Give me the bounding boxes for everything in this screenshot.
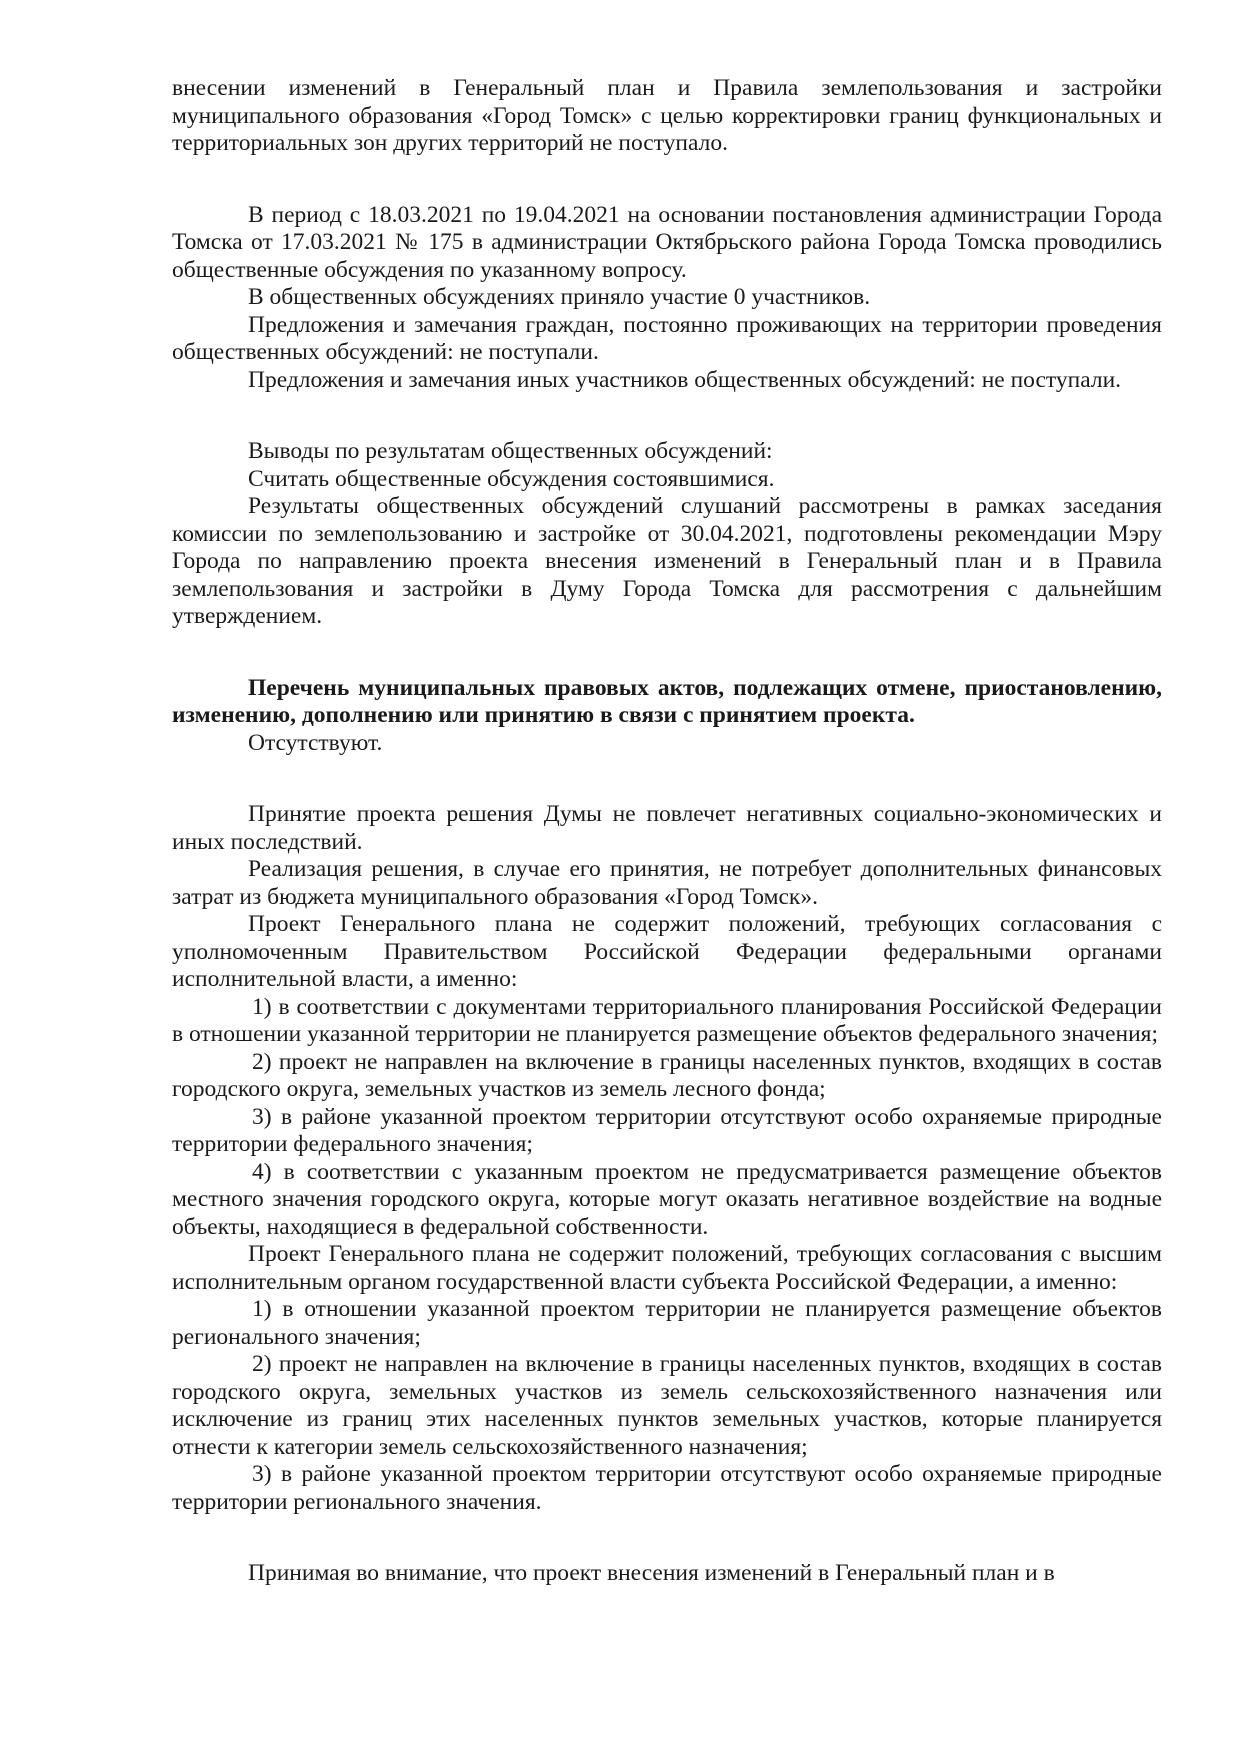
conclusions-heading: Выводы по результатам общественных обсуждений:: [248, 438, 773, 464]
residents-proposals-paragraph: Предложения и замечания граждан, постоянно проживающих на территории проведения общественных обсуждений: не поступали.: [172, 311, 1162, 365]
regional-item: 3) в районе указанной проектом территории отсутствуют особо охраняемые природные территории регионального значения.: [172, 1461, 1162, 1515]
closing-paragraph: Принимая во внимание, что проект внесения изменений в Генеральный план и в: [248, 1560, 1055, 1586]
results-paragraph: Результаты общественных обсуждений слушаний рассмотрены в рамках заседания комиссии по землепользованию и застройке от 30.04.2021, подготовлены рекомендации Мэру Города по направлению проекта внесения изменений в Генеральный план и в Правила землепользования и застройки в Думу Города Томска для рассмотрения с дальнейшим утверждением.: [172, 493, 1162, 629]
regional-intro-paragraph: Проект Генерального плана не содержит положений, требующих согласования с высшим исполнительным органом государственной власти субъекта Российской Федерации, а именно:: [172, 1241, 1162, 1295]
discussion-period-paragraph: В период с 18.03.2021 по 19.04.2021 на основании постановления администрации Города Томска от 17.03.2021 № 175 в администрации Октябрьского района Города Томска проводились общественные обсуждения по указанному вопросу.: [172, 201, 1162, 283]
conclusions-valid-paragraph: Считать общественные обсуждения состоявшимися.: [248, 465, 775, 492]
federal-item: 2) проект не направлен на включение в границы населенных пунктов, входящих в состав городского округа, земельных участков из земель лесного фонда;: [172, 1048, 1162, 1102]
intro-paragraph: внесении изменений в Генеральный план и Правила землепользования и застройки муниципального образования «Город Томск» с целью корректировки границ функциональных и территориальных зон других территорий не поступало.: [172, 75, 1162, 156]
no-costs-paragraph: Реализация решения, в случае его принятия, не потребует дополнительных финансовых затрат из бюджета муниципального образования «Город Томск».: [172, 856, 1162, 910]
regional-item: 2) проект не направлен на включение в границы населенных пунктов, входящих в состав городского округа, земельных участков из земель сельскохозяйственного назначения или исключение из границ этих населенных пунктов земельных участков, которые планируется отнести к категории земель сельскохозяйственного назначения;: [172, 1351, 1162, 1460]
federal-intro-paragraph: Проект Генерального плана не содержит положений, требующих согласования с уполномоченным Правительством Российской Федерации федеральными органами исполнительной власти, а именно:: [172, 911, 1162, 992]
document-body: [172, 75, 1162, 1588]
acts-heading: Перечень муниципальных правовых актов, подлежащих отмене, приостановлению, изменению, дополнению или принятию в связи с принятием проекта.: [172, 674, 1162, 728]
no-consequences-paragraph: Принятие проекта решения Думы не повлечет негативных социально-экономических и иных последствий.: [172, 801, 1162, 855]
regional-item: 1) в отношении указанной проектом территории не планируется размещение объектов регионального значения;: [172, 1296, 1162, 1350]
acts-absent-paragraph: Отсутствуют.: [248, 729, 383, 756]
other-proposals-paragraph: Предложения и замечания иных участников общественных обсуждений: не поступали.: [248, 366, 1122, 393]
federal-item: 4) в соответствии с указанным проектом не предусматривается размещение объектов местного значения городского округа, которые могут оказать негативное воздействие на водные объекты, находящиеся в федеральной собственности.: [172, 1158, 1162, 1240]
federal-item: 3) в районе указанной проектом территории отсутствуют особо охраняемые природные территории федерального значения;: [172, 1103, 1162, 1157]
federal-item: 1) в соответствии с документами территориального планирования Российской Федерации в отношении указанной территории не планируется размещение объектов федерального значения;: [172, 993, 1162, 1047]
participants-paragraph: В общественных обсуждениях приняло участие 0 участников.: [248, 284, 871, 310]
